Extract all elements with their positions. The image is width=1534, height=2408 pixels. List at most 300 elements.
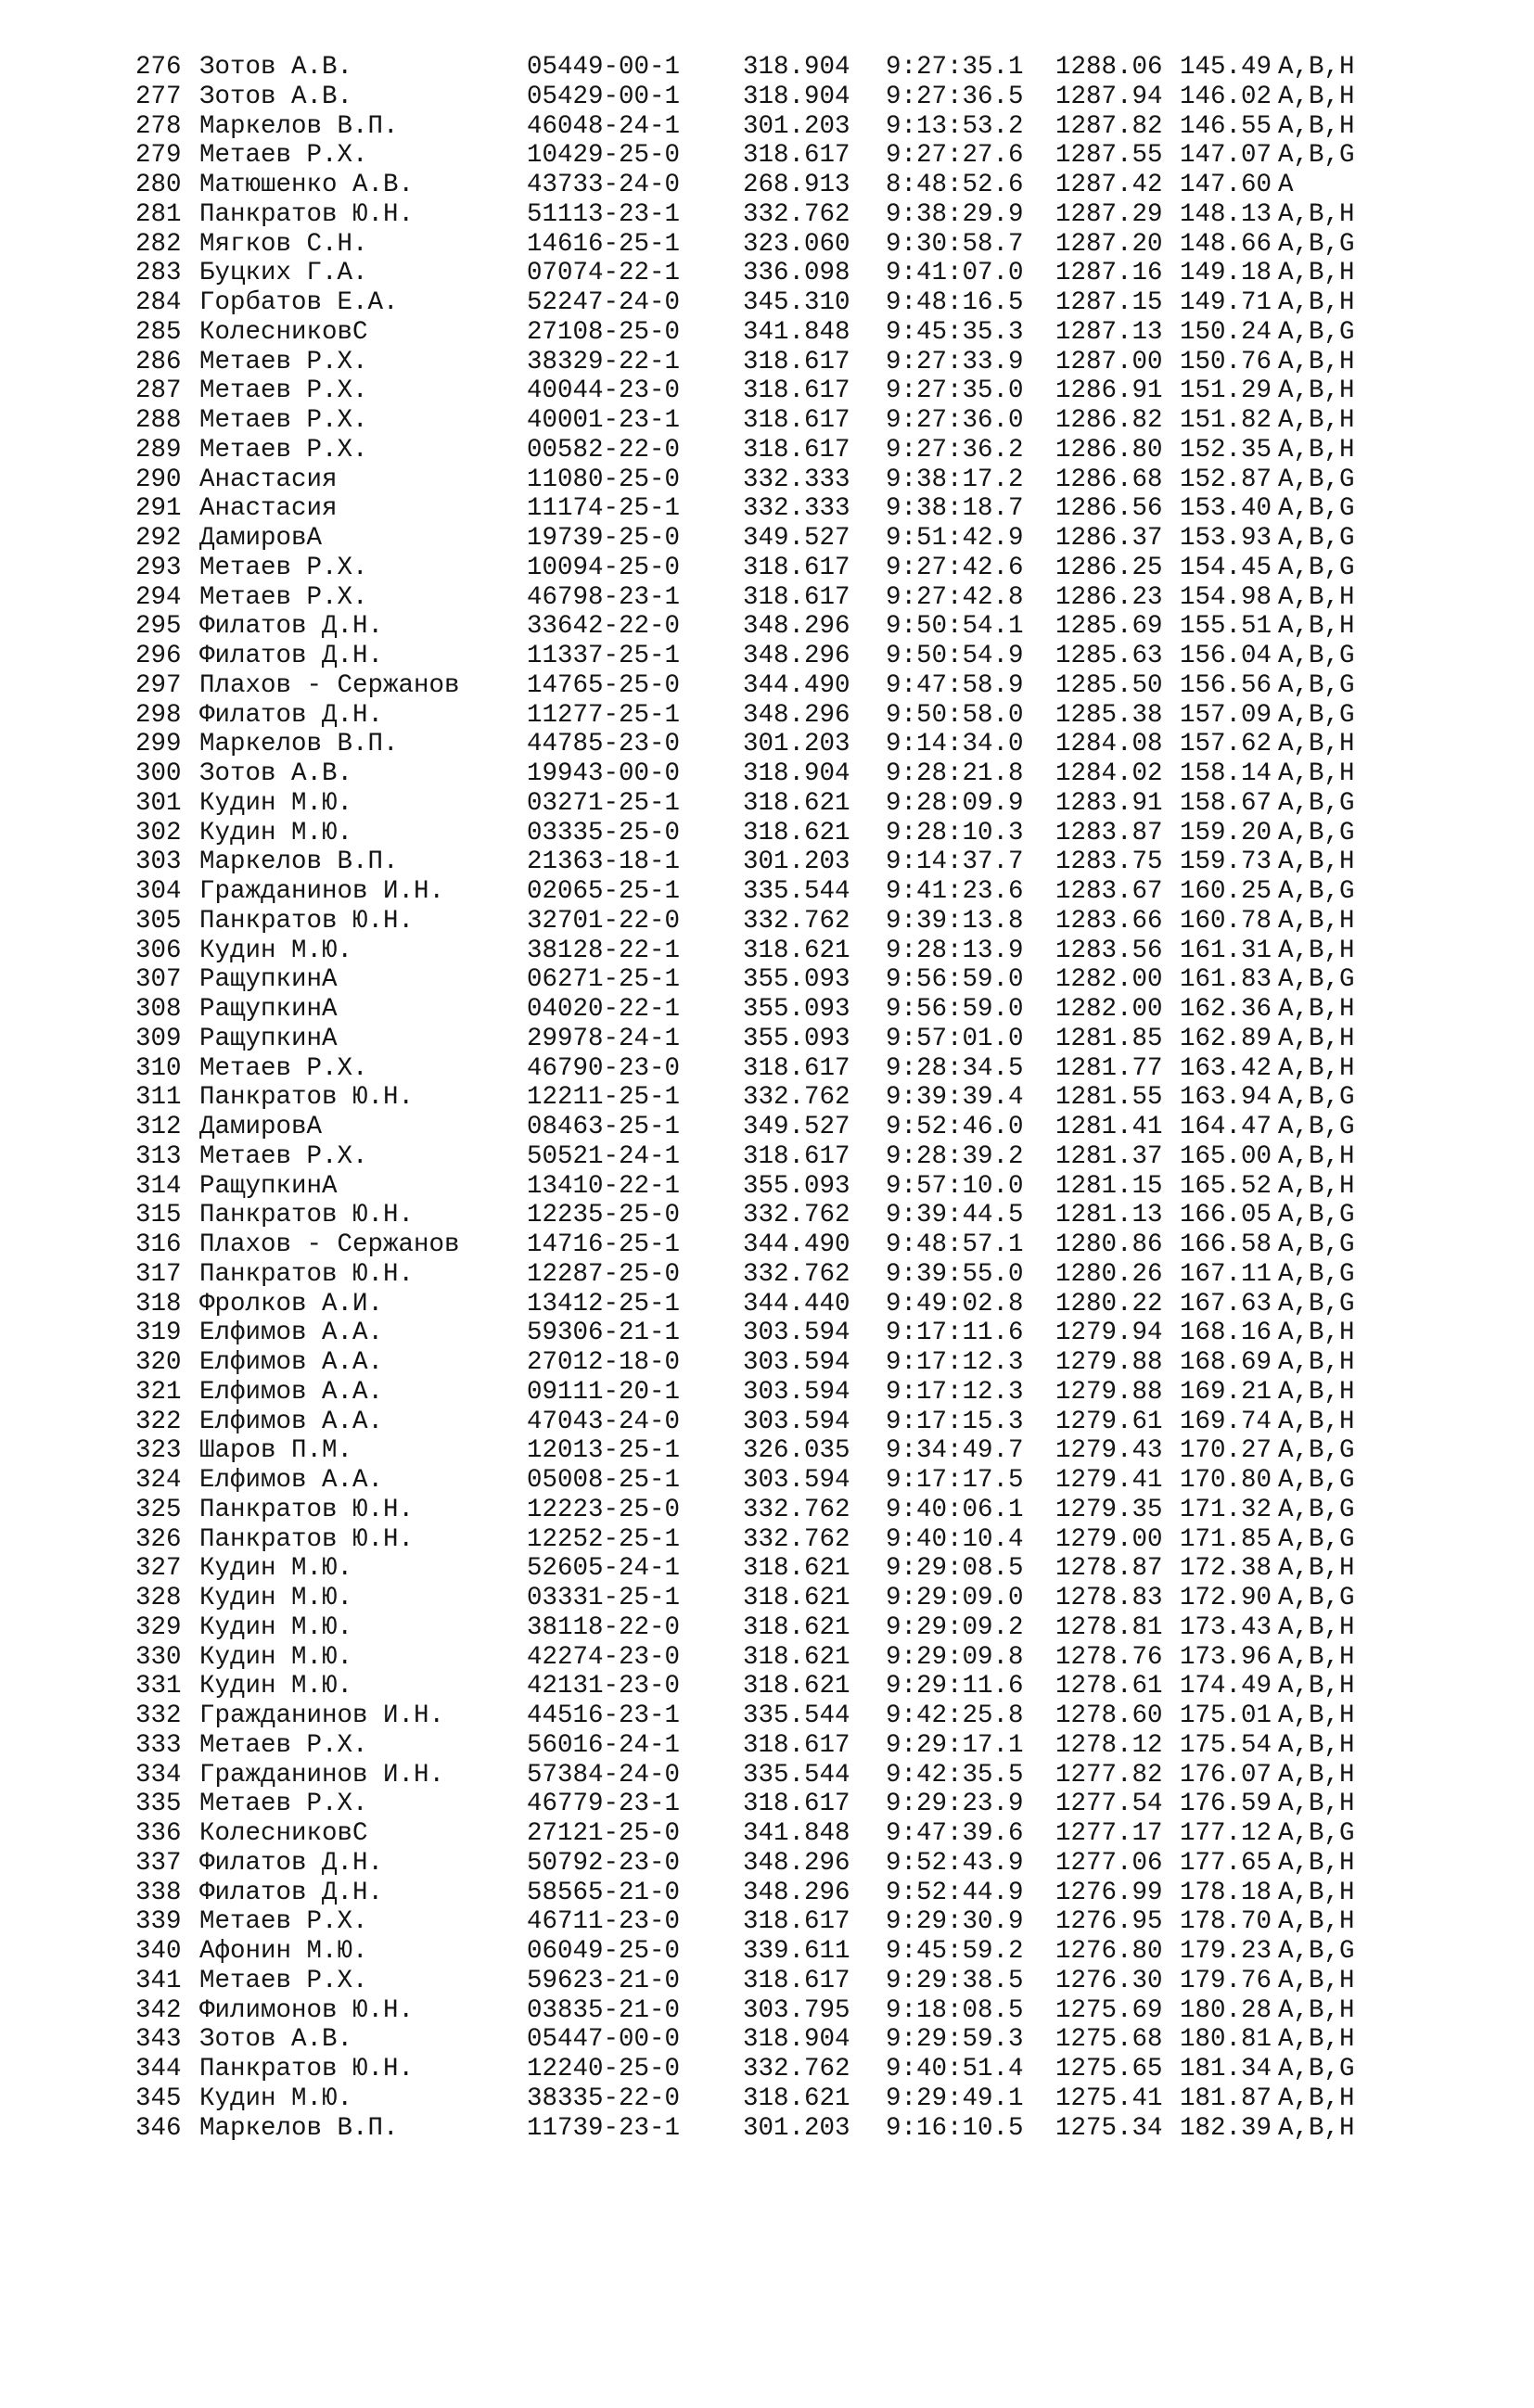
fancier-name: Буцких Г.А. bbox=[199, 259, 368, 288]
coefficient-value: 151.29 bbox=[1180, 376, 1272, 406]
distance-value: 332.333 bbox=[743, 465, 850, 494]
table-row bbox=[0, 583, 1534, 613]
group-codes: A,B,H bbox=[1278, 1348, 1355, 1377]
distance-value: 301.203 bbox=[743, 730, 850, 759]
arrival-time: 9:28:13.9 bbox=[886, 936, 1024, 965]
group-codes: A,B,G bbox=[1278, 818, 1355, 847]
coefficient-value: 158.14 bbox=[1180, 759, 1272, 788]
ring-number: 04020-22-1 bbox=[527, 995, 681, 1024]
place-number: 302 bbox=[135, 818, 182, 847]
place-number: 331 bbox=[135, 1672, 182, 1701]
fancier-name: Панкратов Ю.Н. bbox=[199, 199, 415, 229]
group-codes: A,B,H bbox=[1278, 906, 1355, 936]
arrival-time: 9:50:54.9 bbox=[886, 642, 1024, 670]
place-number: 315 bbox=[135, 1201, 182, 1230]
speed-value: 1278.81 bbox=[1055, 1612, 1163, 1642]
place-number: 345 bbox=[135, 2083, 182, 2113]
distance-value: 318.621 bbox=[743, 1584, 850, 1612]
coefficient-value: 162.89 bbox=[1180, 1024, 1272, 1053]
speed-value: 1275.68 bbox=[1055, 2025, 1163, 2055]
distance-value: 318.617 bbox=[743, 376, 850, 406]
distance-value: 349.527 bbox=[743, 1113, 850, 1141]
table-row bbox=[0, 2114, 1534, 2144]
coefficient-value: 173.96 bbox=[1180, 1642, 1272, 1672]
group-codes: A,B,H bbox=[1278, 1701, 1355, 1730]
speed-value: 1285.63 bbox=[1055, 642, 1163, 670]
arrival-time: 9:29:59.3 bbox=[886, 2025, 1024, 2055]
distance-value: 345.310 bbox=[743, 288, 850, 317]
coefficient-value: 170.80 bbox=[1180, 1466, 1272, 1495]
coefficient-value: 178.70 bbox=[1180, 1907, 1272, 1937]
group-codes: A,B,G bbox=[1278, 965, 1355, 995]
place-number: 286 bbox=[135, 347, 182, 376]
ring-number: 46711-23-0 bbox=[527, 1907, 681, 1937]
arrival-time: 9:27:42.8 bbox=[886, 582, 1024, 612]
coefficient-value: 172.90 bbox=[1180, 1584, 1272, 1612]
arrival-time: 9:39:39.4 bbox=[886, 1083, 1024, 1113]
speed-value: 1275.41 bbox=[1055, 2083, 1163, 2113]
fancier-name: КолесниковС bbox=[199, 317, 368, 347]
place-number: 314 bbox=[135, 1171, 182, 1201]
fancier-name: Метаев Р.Х. bbox=[199, 1966, 368, 1995]
place-number: 280 bbox=[135, 171, 182, 199]
arrival-time: 9:14:34.0 bbox=[886, 730, 1024, 759]
group-codes: A,B,H bbox=[1278, 1730, 1355, 1760]
group-codes: A,B,G bbox=[1278, 317, 1355, 347]
fancier-name: Метаев Р.Х. bbox=[199, 553, 368, 582]
speed-value: 1278.12 bbox=[1055, 1730, 1163, 1760]
arrival-time: 9:18:08.5 bbox=[886, 1995, 1024, 2025]
table-row bbox=[0, 1408, 1534, 1437]
arrival-time: 9:41:23.6 bbox=[886, 877, 1024, 906]
arrival-time: 9:17:12.3 bbox=[886, 1377, 1024, 1407]
group-codes: A,B,H bbox=[1278, 1319, 1355, 1348]
arrival-time: 9:50:58.0 bbox=[886, 700, 1024, 730]
speed-value: 1287.55 bbox=[1055, 141, 1163, 171]
table-row bbox=[0, 259, 1534, 288]
place-number: 318 bbox=[135, 1289, 182, 1319]
speed-value: 1278.76 bbox=[1055, 1642, 1163, 1672]
table-row bbox=[0, 701, 1534, 731]
fancier-name: Зотов А.В. bbox=[199, 82, 353, 111]
arrival-time: 9:52:44.9 bbox=[886, 1878, 1024, 1907]
fancier-name: Афонин М.Ю. bbox=[199, 1937, 368, 1966]
group-codes: A,B,H bbox=[1278, 1024, 1355, 1053]
speed-value: 1280.26 bbox=[1055, 1259, 1163, 1289]
place-number: 308 bbox=[135, 995, 182, 1024]
arrival-time: 9:56:59.0 bbox=[886, 995, 1024, 1024]
arrival-time: 9:29:38.5 bbox=[886, 1966, 1024, 1995]
place-number: 321 bbox=[135, 1377, 182, 1407]
table-row bbox=[0, 1466, 1534, 1496]
ring-number: 03271-25-1 bbox=[527, 788, 681, 818]
coefficient-value: 180.81 bbox=[1180, 2025, 1272, 2055]
place-number: 304 bbox=[135, 877, 182, 906]
fancier-name: Кудин М.Ю. bbox=[199, 1584, 353, 1612]
fancier-name: Маркелов В.П. bbox=[199, 111, 399, 141]
ring-number: 46779-23-1 bbox=[527, 1790, 681, 1819]
table-row bbox=[0, 524, 1534, 554]
fancier-name: Филатов Д.Н. bbox=[199, 700, 384, 730]
speed-value: 1286.37 bbox=[1055, 524, 1163, 553]
group-codes: A,B,H bbox=[1278, 53, 1355, 82]
speed-value: 1286.25 bbox=[1055, 553, 1163, 582]
place-number: 337 bbox=[135, 1848, 182, 1878]
distance-value: 332.762 bbox=[743, 199, 850, 229]
distance-value: 344.490 bbox=[743, 1230, 850, 1259]
arrival-time: 9:29:23.9 bbox=[886, 1790, 1024, 1819]
ring-number: 59623-21-0 bbox=[527, 1966, 681, 1995]
group-codes: A,B,G bbox=[1278, 1230, 1355, 1259]
coefficient-value: 179.23 bbox=[1180, 1937, 1272, 1966]
ring-number: 05449-00-1 bbox=[527, 53, 681, 82]
ring-number: 44516-23-1 bbox=[527, 1701, 681, 1730]
distance-value: 303.594 bbox=[743, 1348, 850, 1377]
arrival-time: 9:27:36.2 bbox=[886, 435, 1024, 465]
speed-value: 1277.82 bbox=[1055, 1760, 1163, 1790]
fancier-name: Маркелов В.П. bbox=[199, 2113, 399, 2143]
arrival-time: 9:38:29.9 bbox=[886, 199, 1024, 229]
table-row bbox=[0, 965, 1534, 995]
ring-number: 11174-25-1 bbox=[527, 494, 681, 524]
distance-value: 318.621 bbox=[743, 1612, 850, 1642]
fancier-name: Метаев Р.Х. bbox=[199, 347, 368, 376]
coefficient-value: 169.21 bbox=[1180, 1377, 1272, 1407]
table-row bbox=[0, 1996, 1534, 2026]
fancier-name: Метаев Р.Х. bbox=[199, 582, 368, 612]
group-codes: A,B,G bbox=[1278, 1436, 1355, 1466]
table-row bbox=[0, 1761, 1534, 1790]
fancier-name: Кудин М.Ю. bbox=[199, 2083, 353, 2113]
distance-value: 332.762 bbox=[743, 1495, 850, 1524]
speed-value: 1278.83 bbox=[1055, 1584, 1163, 1612]
place-number: 299 bbox=[135, 730, 182, 759]
coefficient-value: 171.32 bbox=[1180, 1495, 1272, 1524]
arrival-time: 9:48:57.1 bbox=[886, 1230, 1024, 1259]
ring-number: 27012-18-0 bbox=[527, 1348, 681, 1377]
fancier-name: Зотов А.В. bbox=[199, 2025, 353, 2055]
arrival-time: 9:27:27.6 bbox=[886, 141, 1024, 171]
coefficient-value: 160.78 bbox=[1180, 906, 1272, 936]
distance-value: 332.762 bbox=[743, 1259, 850, 1289]
coefficient-value: 171.85 bbox=[1180, 1524, 1272, 1554]
arrival-time: 9:28:10.3 bbox=[886, 818, 1024, 847]
group-codes: A,B,H bbox=[1278, 730, 1355, 759]
fancier-name: Зотов А.В. bbox=[199, 759, 353, 788]
ring-number: 42274-23-0 bbox=[527, 1642, 681, 1672]
table-row bbox=[0, 1260, 1534, 1290]
arrival-time: 9:49:02.8 bbox=[886, 1289, 1024, 1319]
table-row bbox=[0, 141, 1534, 171]
ring-number: 03331-25-1 bbox=[527, 1584, 681, 1612]
place-number: 281 bbox=[135, 199, 182, 229]
coefficient-value: 146.02 bbox=[1180, 82, 1272, 111]
place-number: 328 bbox=[135, 1584, 182, 1612]
speed-value: 1276.30 bbox=[1055, 1966, 1163, 1995]
coefficient-value: 167.63 bbox=[1180, 1289, 1272, 1319]
fancier-name: Филатов Д.Н. bbox=[199, 642, 384, 670]
speed-value: 1280.22 bbox=[1055, 1289, 1163, 1319]
table-row bbox=[0, 671, 1534, 701]
arrival-time: 9:45:59.2 bbox=[886, 1937, 1024, 1966]
coefficient-value: 181.34 bbox=[1180, 2055, 1272, 2083]
distance-value: 348.296 bbox=[743, 612, 850, 642]
distance-value: 301.203 bbox=[743, 2113, 850, 2143]
group-codes: A,B,G bbox=[1278, 229, 1355, 259]
ring-number: 11277-25-1 bbox=[527, 700, 681, 730]
arrival-time: 9:40:51.4 bbox=[886, 2055, 1024, 2083]
coefficient-value: 157.62 bbox=[1180, 730, 1272, 759]
ring-number: 11337-25-1 bbox=[527, 642, 681, 670]
fancier-name: Маркелов В.П. bbox=[199, 847, 399, 877]
ring-number: 51113-23-1 bbox=[527, 199, 681, 229]
arrival-time: 9:27:36.0 bbox=[886, 406, 1024, 435]
arrival-time: 9:28:21.8 bbox=[886, 759, 1024, 788]
distance-value: 348.296 bbox=[743, 700, 850, 730]
fancier-name: Метаев Р.Х. bbox=[199, 1907, 368, 1937]
speed-value: 1281.13 bbox=[1055, 1201, 1163, 1230]
table-row bbox=[0, 1672, 1534, 1701]
table-row bbox=[0, 288, 1534, 318]
fancier-name: КолесниковС bbox=[199, 1819, 368, 1848]
distance-value: 318.621 bbox=[743, 818, 850, 847]
fancier-name: Елфимов А.А. bbox=[199, 1348, 384, 1377]
fancier-name: РащупкинА bbox=[199, 1024, 338, 1053]
place-number: 287 bbox=[135, 376, 182, 406]
fancier-name: Кудин М.Ю. bbox=[199, 1672, 353, 1701]
ring-number: 12252-25-1 bbox=[527, 1524, 681, 1554]
place-number: 292 bbox=[135, 524, 182, 553]
place-number: 338 bbox=[135, 1878, 182, 1907]
speed-value: 1276.80 bbox=[1055, 1937, 1163, 1966]
place-number: 339 bbox=[135, 1907, 182, 1937]
group-codes: A,B,H bbox=[1278, 1672, 1355, 1701]
coefficient-value: 150.76 bbox=[1180, 347, 1272, 376]
fancier-name: РащупкинА bbox=[199, 1171, 338, 1201]
fancier-name: Метаев Р.Х. bbox=[199, 1053, 368, 1083]
group-codes: A,B,H bbox=[1278, 288, 1355, 317]
place-number: 325 bbox=[135, 1495, 182, 1524]
distance-value: 318.617 bbox=[743, 553, 850, 582]
ring-number: 11739-23-1 bbox=[527, 2113, 681, 2143]
place-number: 340 bbox=[135, 1937, 182, 1966]
table-row bbox=[0, 1879, 1534, 1908]
table-row bbox=[0, 1701, 1534, 1731]
arrival-time: 9:28:34.5 bbox=[886, 1053, 1024, 1083]
place-number: 298 bbox=[135, 700, 182, 730]
place-number: 294 bbox=[135, 582, 182, 612]
group-codes: A,B,H bbox=[1278, 111, 1355, 141]
table-row bbox=[0, 1790, 1534, 1819]
distance-value: 355.093 bbox=[743, 965, 850, 995]
coefficient-value: 159.20 bbox=[1180, 818, 1272, 847]
speed-value: 1279.00 bbox=[1055, 1524, 1163, 1554]
speed-value: 1286.68 bbox=[1055, 465, 1163, 494]
fancier-name: Панкратов Ю.Н. bbox=[199, 1201, 415, 1230]
table-row bbox=[0, 554, 1534, 583]
coefficient-value: 156.04 bbox=[1180, 642, 1272, 670]
ring-number: 38329-22-1 bbox=[527, 347, 681, 376]
fancier-name: Метаев Р.Х. bbox=[199, 141, 368, 171]
fancier-name: Анастасия bbox=[199, 494, 338, 524]
group-codes: A,B,G bbox=[1278, 1937, 1355, 1966]
table-row bbox=[0, 2084, 1534, 2114]
coefficient-value: 165.00 bbox=[1180, 1141, 1272, 1171]
ring-number: 12235-25-0 bbox=[527, 1201, 681, 1230]
arrival-time: 9:13:53.2 bbox=[886, 111, 1024, 141]
group-codes: A,B,G bbox=[1278, 670, 1355, 700]
arrival-time: 9:39:13.8 bbox=[886, 906, 1024, 936]
group-codes: A,B,H bbox=[1278, 1407, 1355, 1436]
ring-number: 06271-25-1 bbox=[527, 965, 681, 995]
speed-value: 1282.00 bbox=[1055, 965, 1163, 995]
speed-value: 1281.85 bbox=[1055, 1024, 1163, 1053]
coefficient-value: 152.35 bbox=[1180, 435, 1272, 465]
coefficient-value: 165.52 bbox=[1180, 1171, 1272, 1201]
place-number: 334 bbox=[135, 1760, 182, 1790]
speed-value: 1286.80 bbox=[1055, 435, 1163, 465]
coefficient-value: 178.18 bbox=[1180, 1878, 1272, 1907]
group-codes: A,B,H bbox=[1278, 1612, 1355, 1642]
table-row bbox=[0, 995, 1534, 1025]
speed-value: 1283.91 bbox=[1055, 788, 1163, 818]
group-codes: A,B,G bbox=[1278, 1083, 1355, 1113]
speed-value: 1287.82 bbox=[1055, 111, 1163, 141]
place-number: 303 bbox=[135, 847, 182, 877]
arrival-time: 9:17:11.6 bbox=[886, 1319, 1024, 1348]
ring-number: 43733-24-0 bbox=[527, 171, 681, 199]
coefficient-value: 175.01 bbox=[1180, 1701, 1272, 1730]
fancier-name: Метаев Р.Х. bbox=[199, 406, 368, 435]
arrival-time: 9:41:07.0 bbox=[886, 259, 1024, 288]
arrival-time: 9:27:36.5 bbox=[886, 82, 1024, 111]
fancier-name: Елфимов А.А. bbox=[199, 1407, 384, 1436]
place-number: 291 bbox=[135, 494, 182, 524]
speed-value: 1281.41 bbox=[1055, 1113, 1163, 1141]
fancier-name: Метаев Р.Х. bbox=[199, 376, 368, 406]
speed-value: 1285.50 bbox=[1055, 670, 1163, 700]
table-row bbox=[0, 348, 1534, 377]
distance-value: 318.617 bbox=[743, 347, 850, 376]
place-number: 326 bbox=[135, 1524, 182, 1554]
table-row bbox=[0, 200, 1534, 230]
fancier-name: Кудин М.Ю. bbox=[199, 936, 353, 965]
group-codes: A,B,H bbox=[1278, 1642, 1355, 1672]
ring-number: 12240-25-0 bbox=[527, 2055, 681, 2083]
distance-value: 318.621 bbox=[743, 1672, 850, 1701]
fancier-name: Филимонов Ю.Н. bbox=[199, 1995, 415, 2025]
arrival-time: 9:28:39.2 bbox=[886, 1141, 1024, 1171]
ring-number: 03335-25-0 bbox=[527, 818, 681, 847]
distance-value: 318.617 bbox=[743, 1966, 850, 1995]
arrival-time: 9:29:30.9 bbox=[886, 1907, 1024, 1937]
distance-value: 323.060 bbox=[743, 229, 850, 259]
ring-number: 12287-25-0 bbox=[527, 1259, 681, 1289]
ring-number: 12211-25-1 bbox=[527, 1083, 681, 1113]
group-codes: A,B,H bbox=[1278, 1141, 1355, 1171]
ring-number: 38335-22-0 bbox=[527, 2083, 681, 2113]
group-codes: A,B,H bbox=[1278, 2113, 1355, 2143]
group-codes: A,B,G bbox=[1278, 642, 1355, 670]
place-number: 341 bbox=[135, 1966, 182, 1995]
group-codes: A,B,H bbox=[1278, 1848, 1355, 1878]
coefficient-value: 170.27 bbox=[1180, 1436, 1272, 1466]
distance-value: 318.617 bbox=[743, 582, 850, 612]
arrival-time: 9:29:17.1 bbox=[886, 1730, 1024, 1760]
group-codes: A,B,G bbox=[1278, 877, 1355, 906]
place-number: 336 bbox=[135, 1819, 182, 1848]
ring-number: 40044-23-0 bbox=[527, 376, 681, 406]
group-codes: A,B,G bbox=[1278, 1259, 1355, 1289]
speed-value: 1279.94 bbox=[1055, 1319, 1163, 1348]
table-row bbox=[0, 1967, 1534, 1996]
coefficient-value: 175.54 bbox=[1180, 1730, 1272, 1760]
ring-number: 03835-21-0 bbox=[527, 1995, 681, 2025]
arrival-time: 9:29:08.5 bbox=[886, 1554, 1024, 1584]
arrival-time: 9:38:17.2 bbox=[886, 465, 1024, 494]
coefficient-value: 147.60 bbox=[1180, 171, 1272, 199]
distance-value: 355.093 bbox=[743, 995, 850, 1024]
arrival-time: 9:40:06.1 bbox=[886, 1495, 1024, 1524]
coefficient-value: 172.38 bbox=[1180, 1554, 1272, 1584]
group-codes: A,B,H bbox=[1278, 82, 1355, 111]
table-row bbox=[0, 759, 1534, 789]
coefficient-value: 161.83 bbox=[1180, 965, 1272, 995]
arrival-time: 9:50:54.1 bbox=[886, 612, 1024, 642]
group-codes: A,B,H bbox=[1278, 347, 1355, 376]
arrival-time: 9:29:09.8 bbox=[886, 1642, 1024, 1672]
place-number: 324 bbox=[135, 1466, 182, 1495]
fancier-name: Маркелов В.П. bbox=[199, 730, 399, 759]
coefficient-value: 169.74 bbox=[1180, 1407, 1272, 1436]
fancier-name: РащупкинА bbox=[199, 965, 338, 995]
distance-value: 332.762 bbox=[743, 1524, 850, 1554]
coefficient-value: 148.66 bbox=[1180, 229, 1272, 259]
table-row bbox=[0, 53, 1534, 83]
arrival-time: 9:16:10.5 bbox=[886, 2113, 1024, 2143]
coefficient-value: 153.40 bbox=[1180, 494, 1272, 524]
table-row bbox=[0, 436, 1534, 465]
ring-number: 40001-23-1 bbox=[527, 406, 681, 435]
coefficient-value: 154.98 bbox=[1180, 582, 1272, 612]
arrival-time: 9:17:17.5 bbox=[886, 1466, 1024, 1495]
distance-value: 318.904 bbox=[743, 82, 850, 111]
distance-value: 336.098 bbox=[743, 259, 850, 288]
coefficient-value: 180.28 bbox=[1180, 1995, 1272, 2025]
ring-number: 38118-22-0 bbox=[527, 1612, 681, 1642]
speed-value: 1277.54 bbox=[1055, 1790, 1163, 1819]
distance-value: 355.093 bbox=[743, 1024, 850, 1053]
fancier-name: РащупкинА bbox=[199, 995, 338, 1024]
group-codes: A,B,H bbox=[1278, 376, 1355, 406]
speed-value: 1278.61 bbox=[1055, 1672, 1163, 1701]
fancier-name: Метаев Р.Х. bbox=[199, 435, 368, 465]
distance-value: 303.594 bbox=[743, 1377, 850, 1407]
ring-number: 10094-25-0 bbox=[527, 553, 681, 582]
speed-value: 1287.13 bbox=[1055, 317, 1163, 347]
table-row bbox=[0, 1584, 1534, 1613]
place-number: 295 bbox=[135, 612, 182, 642]
table-row bbox=[0, 1054, 1534, 1084]
place-number: 333 bbox=[135, 1730, 182, 1760]
speed-value: 1287.20 bbox=[1055, 229, 1163, 259]
table-row bbox=[0, 1113, 1534, 1142]
fancier-name: Метаев Р.Х. bbox=[199, 1730, 368, 1760]
speed-value: 1281.55 bbox=[1055, 1083, 1163, 1113]
ring-number: 13412-25-1 bbox=[527, 1289, 681, 1319]
fancier-name: Елфимов А.А. bbox=[199, 1466, 384, 1495]
distance-value: 341.848 bbox=[743, 1819, 850, 1848]
